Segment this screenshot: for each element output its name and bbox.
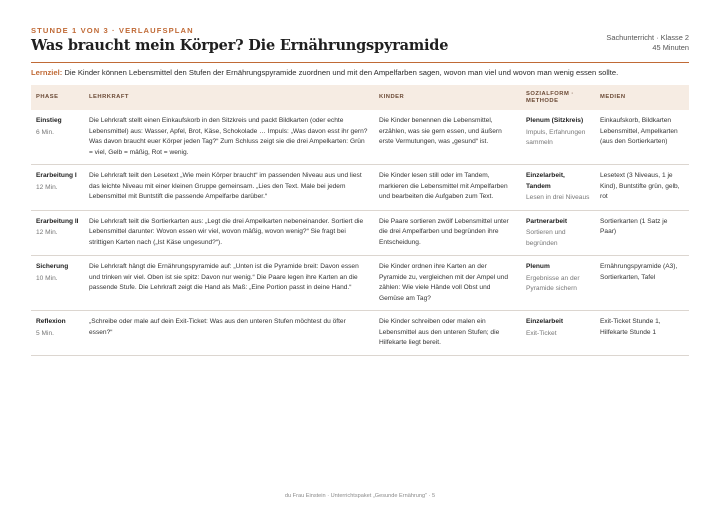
column-header-teacher: LEHRKRAFT xyxy=(84,85,374,110)
page-title: Was braucht mein Körper? Die Ernährungspyramide xyxy=(31,37,449,54)
column-header-social: SOZIALFORM · METHODE xyxy=(521,85,595,110)
social-cell xyxy=(521,110,595,165)
phase-name: Reflexion xyxy=(36,318,66,325)
social-form: Einzelarbeit xyxy=(526,318,564,325)
phase-cell xyxy=(31,256,84,311)
media-cell: Ernährungspyramide (A3), Sortierkarten, Tafel xyxy=(595,256,689,311)
table-row xyxy=(31,311,689,356)
social-form: Plenum (Sitzkreis) xyxy=(526,117,584,124)
lesson-plan-table xyxy=(31,85,689,356)
phase-name: Erarbeitung I xyxy=(36,172,77,179)
social-cell xyxy=(521,256,595,311)
phase-duration: 6 Min. xyxy=(36,128,54,136)
phase-duration: 5 Min. xyxy=(36,329,54,337)
teacher-cell: Die Lehrkraft teilt die Sortierkarten aus: „Legt die drei Ampelkarten nebeneinander. Sortiert die Lebensmittel darunter: Wovon essen wir viel, wovon mäßig, wovon wenig?“ Sie fragt bei strittigen Karten nach („Ist Käse ungesund?“). xyxy=(84,210,374,256)
lesson-duration: 45 Minuten xyxy=(652,43,689,52)
social-form: Plenum xyxy=(526,263,550,270)
phase-cell xyxy=(31,165,84,211)
table-row xyxy=(31,256,689,311)
phase-cell xyxy=(31,210,84,256)
method: Impuls, Erfahrungen sammeln xyxy=(526,128,586,146)
kids-cell: Die Kinder lesen still oder im Tandem, markieren die Lebensmittel mit Ampelfarben und bearbeiten die Aufgaben zum Text. xyxy=(374,165,521,211)
teacher-cell: Die Lehrkraft hängt die Ernährungspyramide auf: „Unten ist die Pyramide breit: Davon essen und trinken wir viel. Oben ist sie spitz: Davon nur wenig.“ Die Paare legen ihre Karten an die passende Stufe. Die Lehrkraft zeigt die Hand als Maß: „Eine Portion passt in deine Hand.“ xyxy=(84,256,374,311)
social-cell xyxy=(521,210,595,256)
table-row xyxy=(31,110,689,165)
lesson-eyebrow: STUNDE 1 VON 3 · VERLAUFSPLAN xyxy=(31,26,194,35)
phase-duration: 10 Min. xyxy=(36,274,58,282)
teacher-cell: Die Lehrkraft stellt einen Einkaufskorb in den Sitzkreis und packt Bildkarten (oder echte Lebensmittel) aus: Wasser, Apfel, Brot, Käse, Schokolade … Impuls: „Was davon esst ihr gern? Was davon braucht euer Körper jeden Tag?“ Zum Schluss zeigt sie die drei Ampelkarten: Grün = viel, Gelb = mäßig, Rot = wenig. xyxy=(84,110,374,165)
learning-goal xyxy=(31,68,689,78)
phase-cell xyxy=(31,311,84,356)
method: Sortieren und begründen xyxy=(526,229,566,247)
teacher-cell: „Schreibe oder male auf dein Exit-Ticket: Was aus den unteren Stufen möchtest du öfter essen?“ xyxy=(84,311,374,356)
phase-name: Erarbeitung II xyxy=(36,217,79,225)
method: Exit-Ticket xyxy=(526,329,557,337)
method: Lesen in drei Niveaus xyxy=(526,194,590,201)
kids-cell: Die Kinder schreiben oder malen ein Lebensmittel aus den unteren Stufen; die Hilfekarte liegt bereit. xyxy=(374,311,521,356)
social-form: Einzelarbeit, Tandem xyxy=(526,172,565,190)
phase-name: Sicherung xyxy=(36,263,69,270)
media-cell: Einkaufskorb, Bildkarten Lebensmittel, Ampelkarten (aus den Sortierkarten) xyxy=(595,110,689,165)
method: Ergebnisse an der Pyramide sichern xyxy=(526,274,580,292)
table-row xyxy=(31,210,689,256)
column-header-phase: PHASE xyxy=(31,85,84,110)
page-header xyxy=(31,26,689,60)
social-cell xyxy=(521,165,595,211)
header-divider xyxy=(31,62,689,63)
learning-goal-text: Die Kinder können Lebensmittel den Stufen der Ernährungspyramide zuordnen und mit den Ampelfarben sagen, wovon man viel und wovon man wenig essen sollte. xyxy=(62,68,619,77)
media-cell: Lesetext (3 Niveaus, 1 je Kind), Buntstifte grün, gelb, rot xyxy=(595,165,689,211)
column-header-media: MEDIEN xyxy=(595,85,689,110)
kids-cell: Die Paare sortieren zwölf Lebensmittel unter die drei Ampelfarben und begründen ihre Entscheidung. xyxy=(374,210,521,256)
phase-cell xyxy=(31,110,84,165)
social-form: Partnerarbeit xyxy=(526,217,568,225)
page-footer: du Frau Einstein · Unterrichtspaket „Gesunde Ernährung“ · 5 xyxy=(284,493,436,499)
social-cell xyxy=(521,311,595,356)
subject-grade: Sachunterricht · Klasse 2 xyxy=(606,33,689,42)
teacher-cell: Die Lehrkraft teilt den Lesetext „Wie mein Körper braucht“ im passenden Niveau aus und liest das leichte Niveau mit einer kleinen Gruppe gemeinsam. „Lies den Text. Male bei jedem Lebensmittel mit Buntstift die passende Ampelfarbe darüber.“ xyxy=(84,165,374,211)
kids-cell: Die Kinder benennen die Lebensmittel, erzählen, was sie gern essen, und äußern erste Vermutungen, was „gesund“ ist. xyxy=(374,110,521,165)
lesson-meta xyxy=(606,33,689,53)
phase-duration: 12 Min. xyxy=(36,229,58,236)
table-row xyxy=(31,165,689,211)
phase-name: Einstieg xyxy=(36,117,62,124)
kids-cell: Die Kinder ordnen ihre Karten an der Pyramide zu, vergleichen mit der Ampel und zählen: Wie viele Hände voll Obst und Gemüse am Tag? xyxy=(374,256,521,311)
media-cell: Exit-Ticket Stunde 1, Hilfekarte Stunde 1 xyxy=(595,311,689,356)
column-header-kids: KINDER xyxy=(374,85,521,110)
table-header-row xyxy=(31,85,689,110)
phase-duration: 12 Min. xyxy=(36,183,58,191)
media-cell: Sortierkarten (1 Satz je Paar) xyxy=(595,210,689,256)
learning-goal-label: Lernziel: xyxy=(31,68,63,77)
